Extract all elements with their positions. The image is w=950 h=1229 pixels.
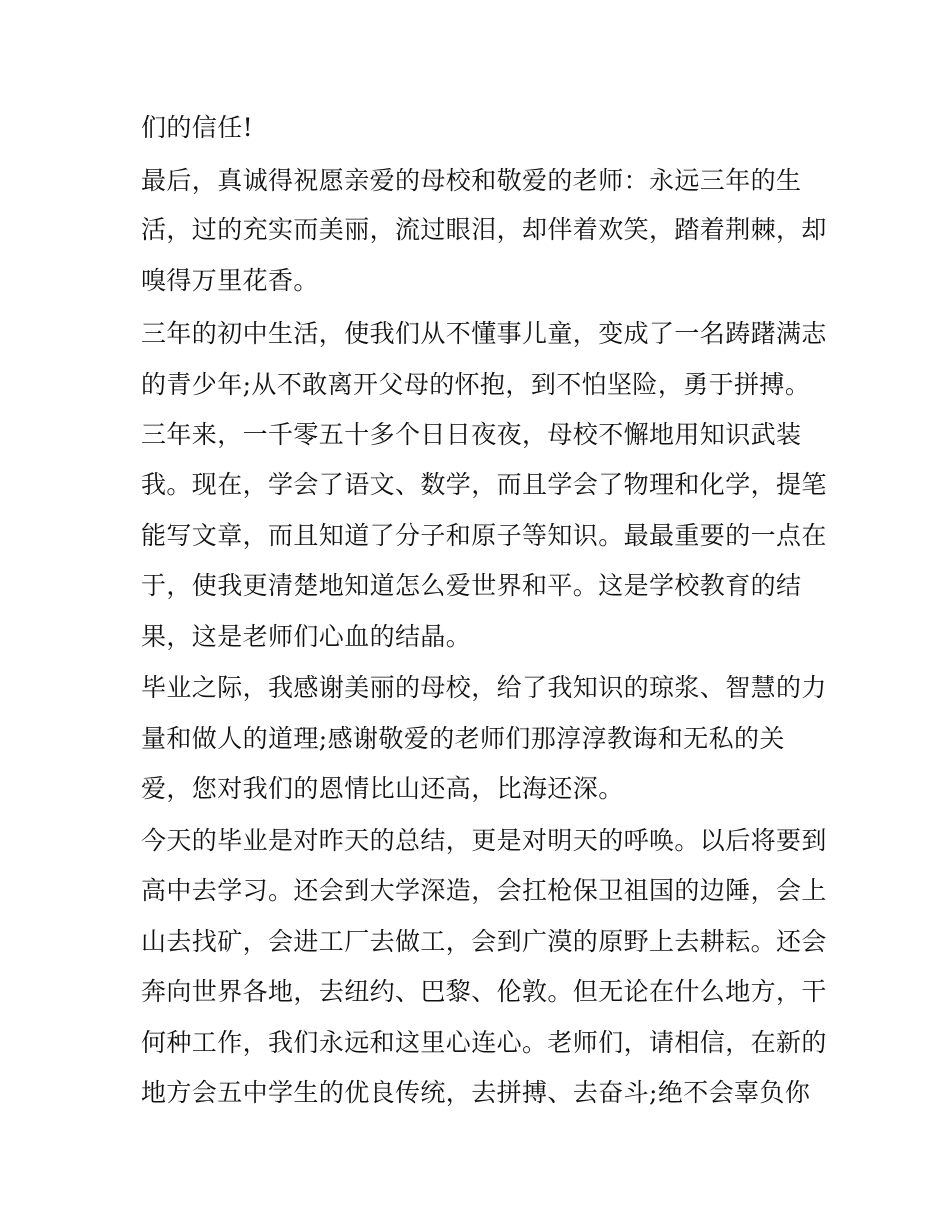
text-line-2: 最后，真诚得祝愿亲爱的母校和敬爱的老师：永远三年的生	[141, 166, 802, 195]
text-line-1: 们的信任!	[141, 113, 254, 142]
text-line-20: 地方会五中学生的优良传统，去拼搏、去奋斗;绝不会辜负你	[141, 1078, 811, 1107]
text-line-13: 量和做人的道理;感谢敬爱的老师们那淳淳教诲和无私的关	[141, 724, 785, 753]
text-line-7: 三年来，一千零五十多个日日夜夜，母校不懈地用知识武装	[141, 420, 802, 449]
text-line-4: 嗅得万里花香。	[141, 266, 319, 295]
text-line-5: 三年的初中生活，使我们从不懂事儿童，变成了一名踌躇满志	[141, 319, 827, 348]
text-line-19: 何种工作，我们永远和这里心连心。老师们，请相信，在新的	[141, 1028, 827, 1057]
text-line-11: 果，这是老师们心血的结晶。	[141, 622, 472, 651]
text-line-8: 我。现在，学会了语文、数学，而且学会了物理和化学，提笔	[141, 470, 827, 499]
text-line-17: 山去找矿，会进工厂去做工，会到广漠的原野上去耕耘。还会	[141, 927, 827, 956]
text-line-9: 能写文章，而且知道了分子和原子等知识。最最重要的一点在	[141, 521, 827, 550]
text-line-14: 爱，您对我们的恩情比山还高，比海还深。	[141, 774, 624, 803]
text-line-16: 高中去学习。还会到大学深造，会扛枪保卫祖国的边陲，会上	[141, 876, 827, 905]
text-line-12: 毕业之际，我感谢美丽的母校，给了我知识的琼浆、智慧的力	[141, 673, 827, 702]
text-line-6: 的青少年;从不敢离开父母的怀抱，到不怕坚险，勇于拼搏。	[141, 370, 811, 399]
text-line-3: 活，过的充实而美丽，流过眼泪，却伴着欢笑，踏着荆棘，却	[141, 215, 827, 244]
text-line-10: 于，使我更清楚地知道怎么爱世界和平。这是学校教育的结	[141, 571, 802, 600]
text-line-18: 奔向世界各地，去纽约、巴黎、伦敦。但无论在什么地方，干	[141, 977, 827, 1006]
text-line-15: 今天的毕业是对昨天的总结，更是对明天的呼唤。以后将要到	[141, 826, 827, 855]
